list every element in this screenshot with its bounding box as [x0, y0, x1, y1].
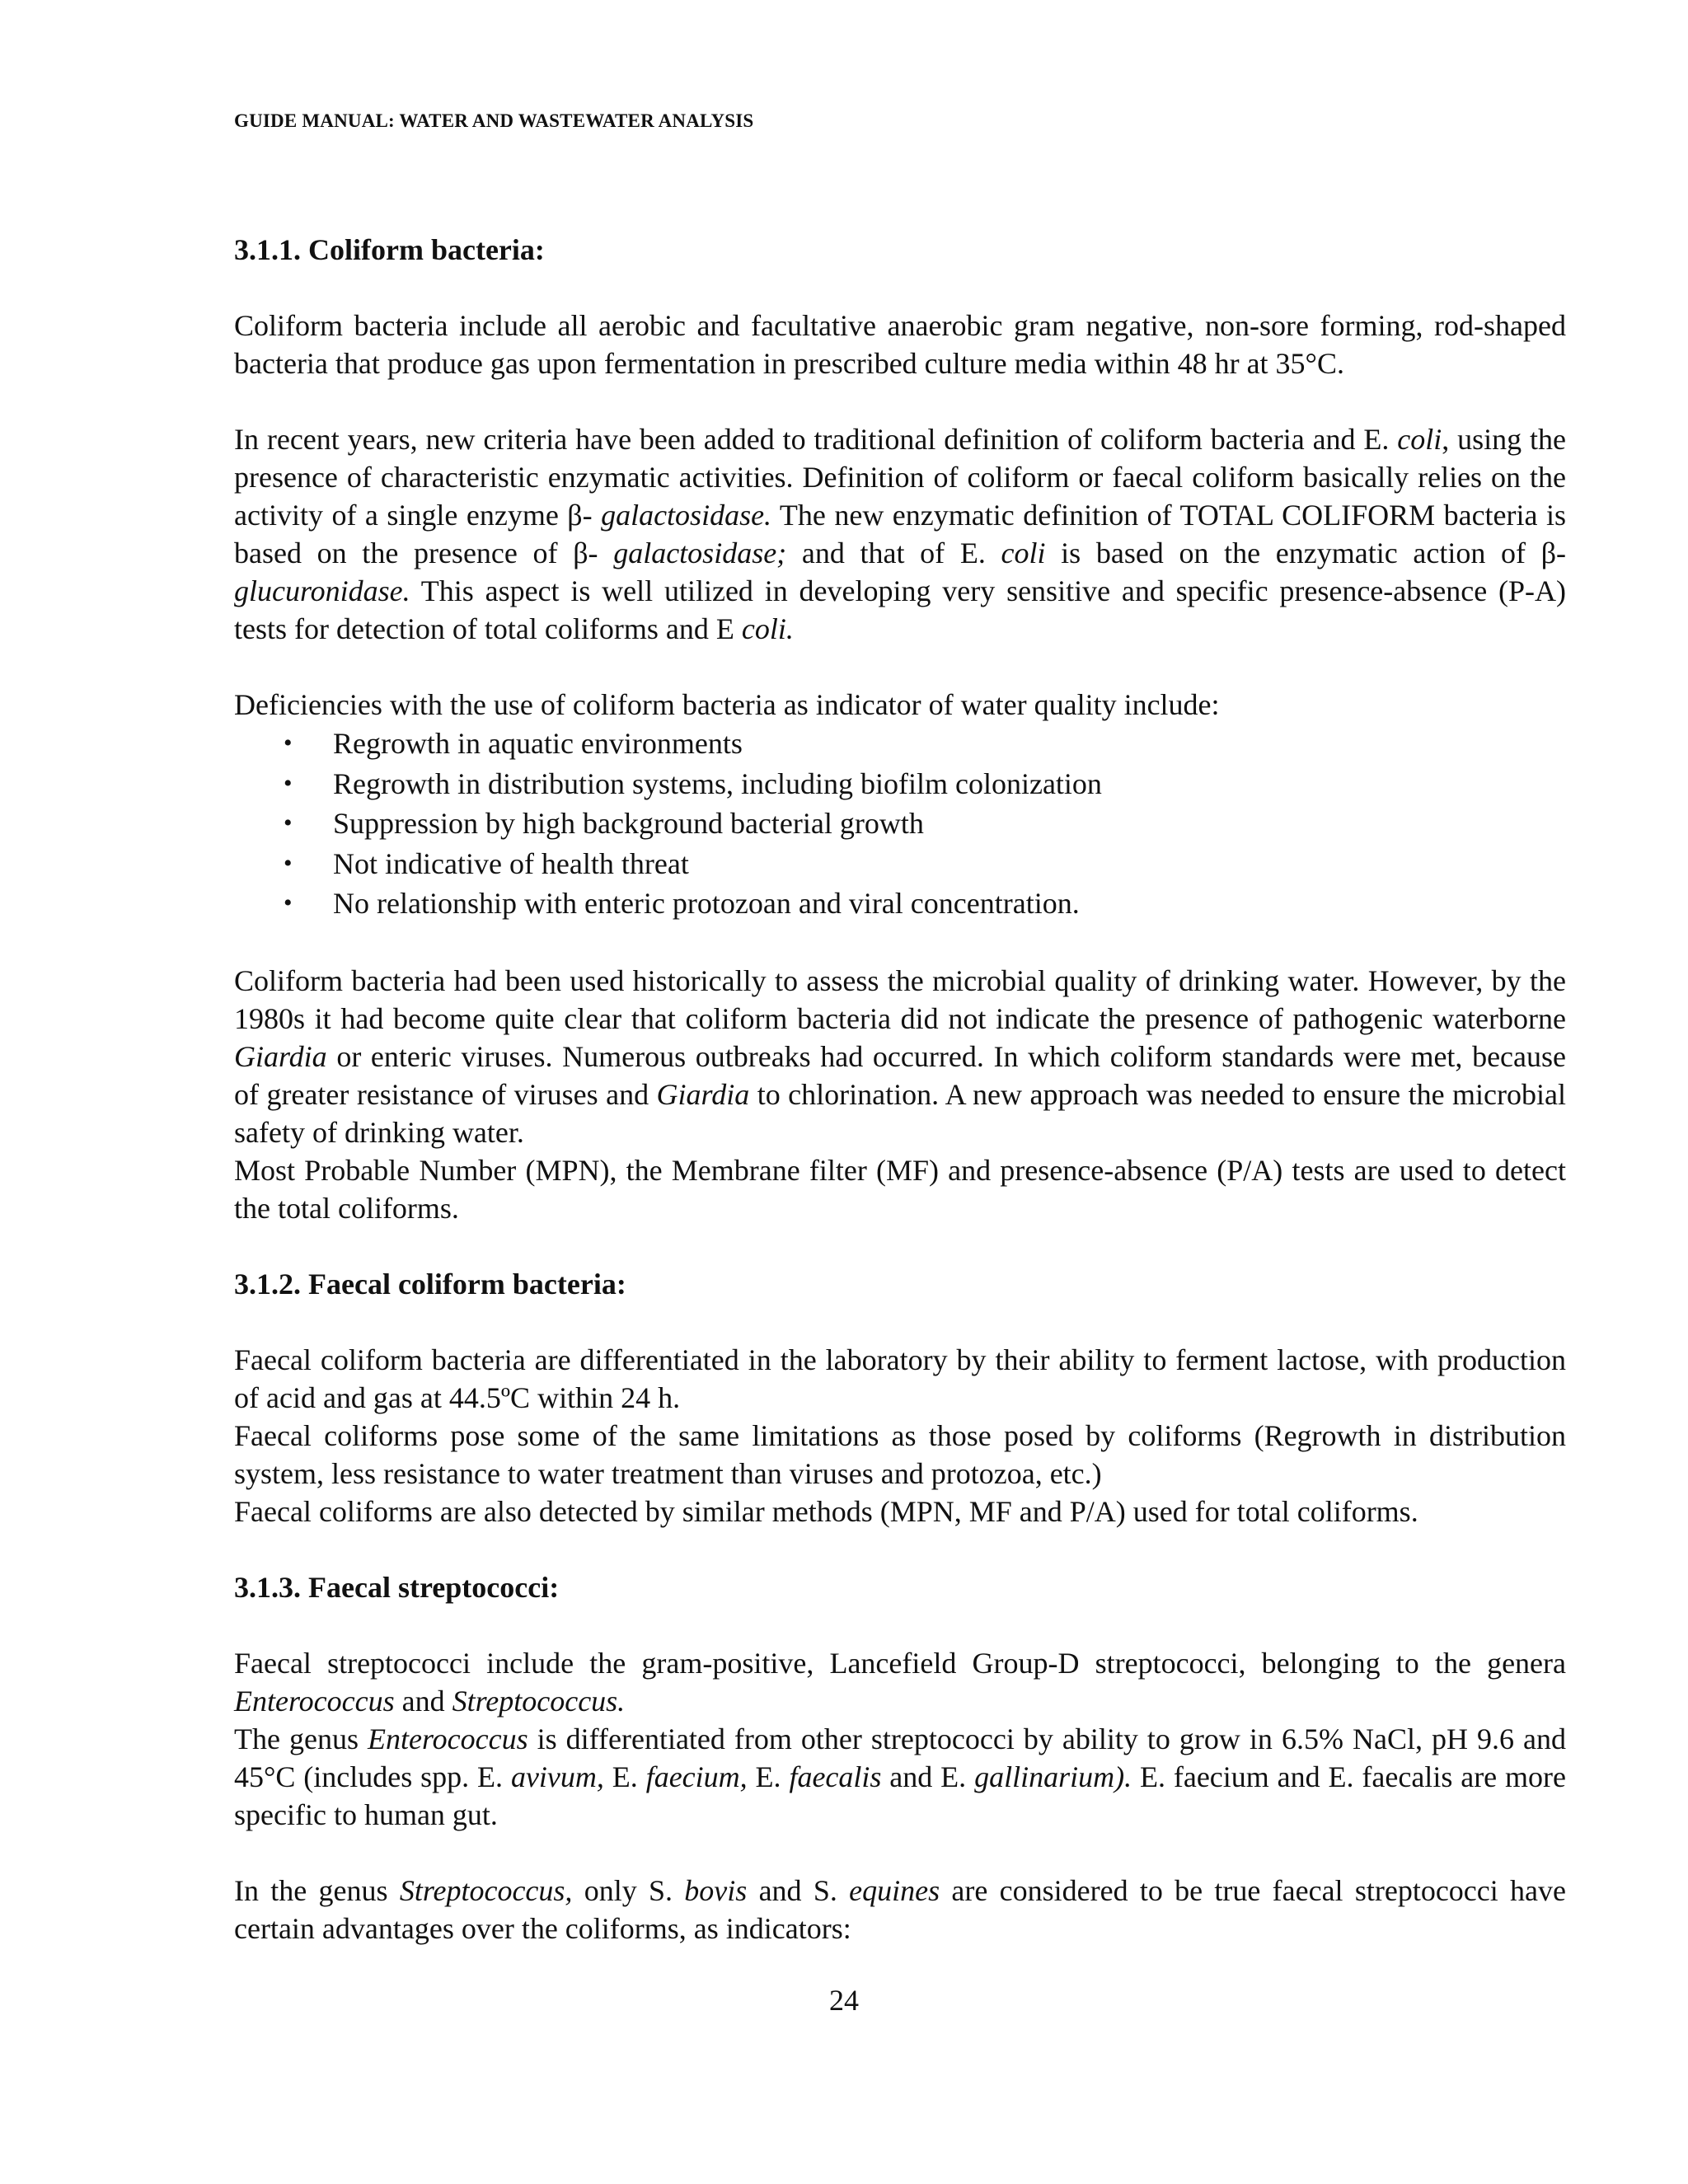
section-heading-3-1-3: 3.1.3. Faecal streptococci:	[234, 1570, 560, 1604]
list-item: • Suppression by high background bacterial growth	[234, 804, 1566, 844]
paragraph-faecal-coliform-limitations: Faecal coliforms pose some of the same limitations as those posed by coliforms (Regrowth in distribution system, less resistance to water treatment than viruses and protozoa, etc.)	[234, 1418, 1566, 1490]
bullet-icon: •	[284, 889, 293, 916]
section-heading-3-1-1: 3.1.1. Coliform bacteria:	[234, 233, 545, 266]
paragraph-streptococcus-genus: In the genus Streptococcus, only S. bovis and S. equines are considered to be true faecal streptococci have certain advantages over the coliforms, as indicators:	[234, 1873, 1566, 1945]
paragraph-detection-methods: Most Probable Number (MPN), the Membrane filter (MF) and presence-absence (P/A) tests are used to detect the total coliforms.	[234, 1153, 1566, 1225]
paragraph-faecal-coliform-methods: Faecal coliforms are also detected by similar methods (MPN, MF and P/A) used for total coliforms.	[234, 1494, 1418, 1528]
paragraph-faecal-coliform-definition: Faecal coliform bacteria are differentiated in the laboratory by their ability to ferment lactose, with production of acid and gas at 44.5ºC within 24 h.	[234, 1343, 1566, 1414]
bullet-icon: •	[284, 849, 293, 877]
bullet-icon: •	[284, 809, 293, 837]
list-item: • Regrowth in aquatic environments	[234, 724, 1566, 764]
paragraph-enterococcus: The genus Enterococcus is differentiated from other streptococci by ability to grow in 6.5% NaCl, pH 9.6 and 45°C (includes spp. E. avivum, E. faecium, E. faecalis and E. gallinarium). E. faecium and E. faecalis are more specific to human gut.	[234, 1722, 1567, 1831]
list-item: • Regrowth in distribution systems, including biofilm colonization	[234, 764, 1566, 804]
paragraph-historical-use: Coliform bacteria had been used historically to assess the microbial quality of drinking water. However, by the 1980s it had become quite clear that coliform bacteria did not indicate the presence of pathogenic waterborne Giardia or enteric viruses. Numerous outbreaks had occurred. In which coliform standards were met, because of greater resistance of viruses and Giardia to chlorination. A new approach was needed to ensure the microbial safety of drinking water.	[234, 963, 1566, 1149]
paragraph-streptococci-definition: Faecal streptococci include the gram-positive, Lancefield Group-D streptococci, belonging to the genera Enterococcus and Streptococcus.	[234, 1646, 1566, 1718]
paragraph-deficiencies-intro: Deficiencies with the use of coliform bacteria as indicator of water quality include:	[234, 688, 1220, 721]
page-content	[234, 231, 1566, 1947]
list-item: • No relationship with enteric protozoan and viral concentration.	[234, 883, 1566, 924]
bullet-icon: •	[284, 769, 293, 797]
paragraph-coliform-definition: Coliform bacteria include all aerobic and facultative anaerobic gram negative, non-sore forming, rod-shaped bacteria that produce gas upon fermentation in prescribed culture media within 48 hr at 35°C.	[234, 309, 1566, 380]
bullet-icon: •	[284, 729, 293, 757]
section-heading-3-1-2: 3.1.2. Faecal coliform bacteria:	[234, 1267, 626, 1301]
deficiencies-list	[234, 724, 1566, 924]
list-item: • Not indicative of health threat	[234, 844, 1566, 884]
running-header: GUIDE MANUAL: WATER AND WASTEWATER ANALYSIS	[234, 110, 754, 131]
page-number: 24	[829, 1984, 859, 2017]
paragraph-enzymatic-criteria: In recent years, new criteria have been added to traditional definition of coliform bacteria and E. coli, using the presence of characteristic enzymatic activities. Definition of coliform or faecal coliform basically relies on the activity of a single enzyme β- galactosidase. The new enzymatic definition of TOTAL COLIFORM bacteria is based on the presence of β- galactosidase; and that of E. coli is based on the enzymatic action of β- glucuronidase. This aspect is well utilized in developing very sensitive and specific presence-absence (P-A) tests for detection of total coliforms and E coli.	[234, 423, 1566, 645]
